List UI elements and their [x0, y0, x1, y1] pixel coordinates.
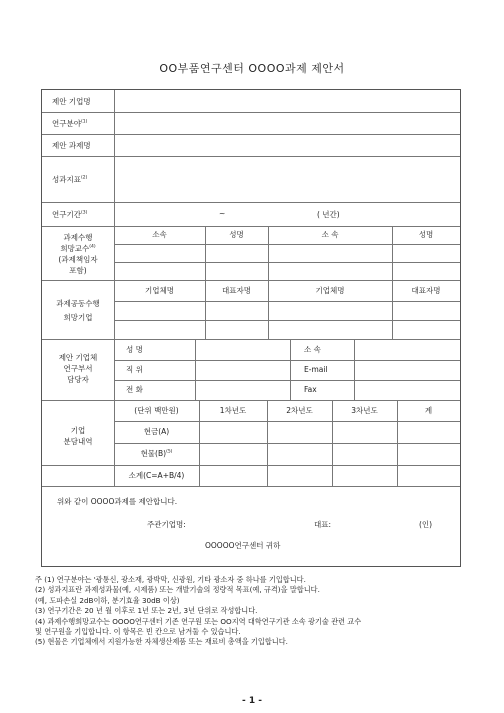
- joint-header-rep-1: 대표자명: [222, 286, 251, 295]
- host-company-label: 주관기업명:: [147, 520, 186, 529]
- prof-header-name-2: 성명: [418, 230, 434, 239]
- page-title: OO부품연구센터 OOOO과제 제안서: [159, 62, 345, 75]
- declaration-statement: 위와 같이 OOOO과제를 제안합니다.: [57, 497, 178, 506]
- footnote-line: (3) 연구기간은 20 년 월 이후로 1년 또는 2년, 3년 단위로 작성합니다.: [35, 606, 258, 616]
- label-contact: 제안 기업체 연구부서 담당자: [58, 353, 98, 384]
- period-years: ( 년간): [317, 210, 340, 219]
- contact-phone-label: 전 화: [126, 385, 143, 394]
- prof-header-name-1: 성명: [229, 230, 244, 239]
- budget-row-cash: 현금(A): [143, 427, 170, 436]
- footnote-line: (5) 현물은 기업체에서 지원가능한 자체생산제품 또는 재료비 총액을 기입합니다.: [35, 637, 288, 647]
- budget-header-year1: 1차년도: [219, 406, 247, 415]
- label-kpi: 성과지표$^{(2)}$: [52, 175, 88, 184]
- contact-name-label: 성 명: [126, 345, 143, 354]
- joint-header-company-2: 기업체명: [315, 286, 345, 295]
- label-professor: 과제수행 희망교수$^{(4)}$ (과제책임자 포함): [58, 233, 98, 275]
- footnotes: [35, 575, 475, 648]
- footnote-line: (예, 도파손실 2dB이하, 분기효율 30dB 이상): [35, 595, 180, 605]
- seal-label: (인): [419, 520, 433, 529]
- label-period: 연구기간$^{(3)}$: [52, 210, 88, 219]
- budget-header-total: 계: [424, 406, 433, 415]
- footnote-line: (2) 성과지표란 과제성과물(예, 시제품) 또는 개발기술의 정량적 목표(예, 규격)을 말합니다.: [35, 585, 320, 595]
- proposal-form: [41, 89, 461, 567]
- joint-header-company-1: 기업체명: [145, 286, 174, 295]
- label-project: 제안 과제명: [52, 141, 91, 150]
- label-company: 제안 기업명: [52, 97, 91, 106]
- budget-header-year2: 2차년도: [286, 406, 313, 415]
- addressee: OOOOO연구센터 귀하: [205, 541, 281, 550]
- contact-position-label: 직 위: [126, 365, 143, 374]
- budget-header-year3: 3차년도: [351, 406, 378, 415]
- contact-email-label: E-mail: [304, 365, 328, 374]
- budget-row-subtotal: 소계(C=A+B/4): [128, 471, 185, 480]
- prof-header-affiliation-2: 소 속: [321, 230, 339, 239]
- footnote-line: 주 (1) 연구분야는 '광통신, 광소재, 광박막, 신광원, 기타 광소자 중 하나를 기입합니다.: [35, 575, 306, 584]
- prof-header-affiliation-1: 소속: [152, 230, 167, 239]
- footnote-line: 및 연구원을 기입합니다. 이 항목은 빈 칸으로 남겨둘 수 있습니다.: [35, 627, 241, 637]
- budget-header-unit: (단위 백만원): [134, 406, 179, 415]
- joint-header-rep-2: 대표자명: [411, 286, 441, 295]
- page-number: - 1 -: [242, 696, 262, 706]
- contact-fax-label: Fax: [304, 385, 317, 394]
- representative-label: 대표:: [314, 520, 332, 529]
- budget-row-inkind: 현물$(B)^{(5)}$: [140, 449, 173, 458]
- label-budget: 기업 분담내역: [63, 426, 93, 446]
- contact-dept-label: 소 속: [304, 345, 321, 354]
- footnote-line: (4) 과제수행희망교수는 OOOO연구센터 기존 연구원 또는 OO지역 대학연구기관 소속 광기술 관련 교수: [35, 616, 362, 626]
- label-research-field: 연구분야$^{(1)}$: [52, 119, 88, 128]
- period-tilde: ~: [219, 209, 226, 218]
- label-joint-company: 과제공동수행 희망기업: [56, 299, 100, 322]
